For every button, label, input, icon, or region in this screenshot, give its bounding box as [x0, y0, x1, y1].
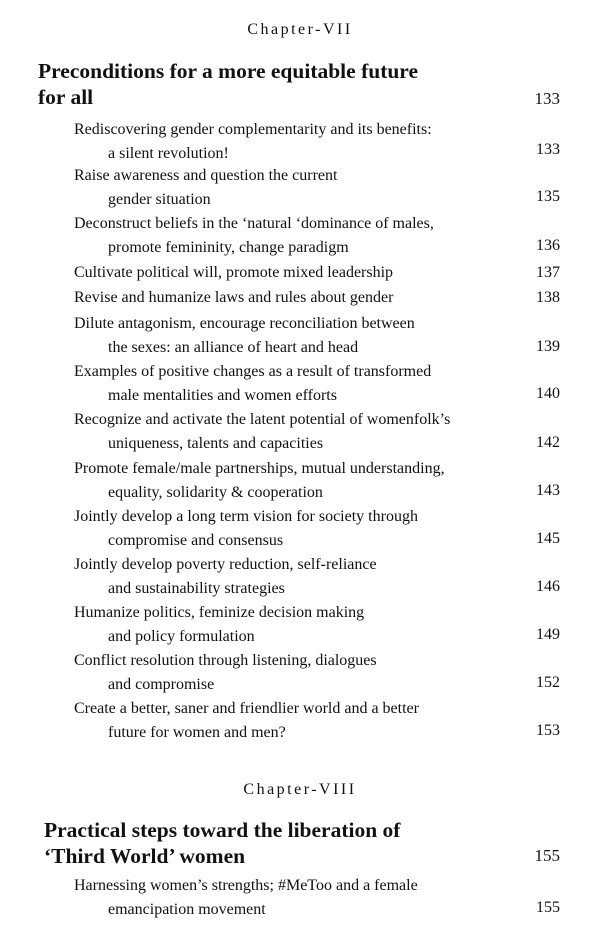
toc-entry-page: 149 [536, 626, 560, 643]
toc-entry-page: 137 [536, 264, 560, 281]
toc-entry-line1: Humanize politics, feminize decision making [74, 604, 365, 621]
toc-entry-line2: and sustainability strategies [108, 580, 285, 597]
toc-entry[interactable] [74, 697, 526, 745]
toc-entry-line1: Raise awareness and question the current [74, 167, 338, 184]
toc-entry-line1: Revise and humanize laws and rules about gender [74, 289, 394, 306]
chapter-title [44, 817, 514, 869]
toc-entry-line1: Cultivate political will, promote mixed leadership [74, 264, 394, 281]
toc-entry[interactable] [74, 212, 526, 260]
toc-entry-page: 152 [536, 674, 560, 691]
toc-entry-page: 140 [536, 385, 560, 402]
toc-entry[interactable] [74, 118, 526, 166]
toc-entry-line2: promote femininity, change paradigm [108, 239, 349, 256]
toc-entry-line2: male mentalities and women efforts [108, 387, 337, 404]
toc-entry[interactable] [74, 408, 526, 456]
chapter-title-line2: ‘Third World’ women [44, 844, 246, 868]
toc-entry-line2: and compromise [108, 676, 215, 693]
toc-entry[interactable] [74, 601, 526, 649]
toc-entry-page: 143 [536, 482, 560, 499]
toc-entry[interactable] [74, 553, 526, 601]
toc-entry-line2: uniqueness, talents and capacities [108, 435, 324, 452]
chapter-title-line1: Practical steps toward the liberation of [44, 818, 401, 842]
toc-entry[interactable] [74, 457, 526, 505]
toc-entry-page: 155 [536, 899, 560, 916]
toc-entry-line1: Examples of positive changes as a result of transformed [74, 363, 432, 380]
toc-entry-line2: future for women and men? [108, 724, 286, 741]
toc-entry-line1: Promote female/male partnerships, mutual understanding, [74, 460, 445, 477]
chapter-title [38, 58, 508, 110]
toc-entry-line1: Deconstruct beliefs in the ‘natural ‘dominance of males, [74, 215, 434, 232]
toc-entry-line1: Jointly develop a long term vision for society through [74, 508, 418, 525]
toc-entry-line1: Recognize and activate the latent potential of womenfolk’s [74, 411, 451, 428]
chapter-label: Chapter-VII [247, 21, 353, 38]
toc-entry-line2: and policy formulation [108, 628, 255, 645]
toc-entry-page: 153 [536, 722, 560, 739]
toc-entry[interactable] [74, 649, 526, 697]
toc-entry-line2: equality, solidarity & cooperation [108, 484, 323, 501]
toc-entry-line1: Jointly develop poverty reduction, self-reliance [74, 556, 377, 573]
chapter-title-line1: Preconditions for a more equitable future [38, 59, 419, 83]
toc-entry-page: 142 [536, 434, 560, 451]
toc-entry-page: 135 [536, 188, 560, 205]
toc-entry-line2: the sexes: an alliance of heart and head [108, 339, 359, 356]
toc-entry-line1: Conflict resolution through listening, dialogues [74, 652, 377, 669]
toc-entry[interactable] [74, 164, 526, 212]
toc-entry[interactable] [74, 261, 526, 285]
toc-entry-line2: gender situation [108, 191, 211, 208]
toc-entry-line2: a silent revolution! [108, 145, 229, 162]
toc-entry[interactable] [74, 312, 526, 360]
toc-entry[interactable] [74, 286, 526, 310]
toc-entry-line2: compromise and consensus [108, 532, 284, 549]
toc-entry[interactable] [74, 505, 526, 553]
toc-entry-line1: Harnessing women’s strengths; #MeToo and a female [74, 877, 418, 894]
chapter-page-number: 155 [534, 846, 560, 865]
toc-entry-line2: emancipation movement [108, 901, 266, 918]
chapter-page-number: 133 [534, 89, 560, 108]
toc-entry-line1: Rediscovering gender complementarity and its benefits: [74, 121, 432, 138]
toc-entry-page: 136 [536, 237, 560, 254]
toc-entry-page: 138 [536, 289, 560, 306]
toc-entry-page: 145 [536, 530, 560, 547]
toc-entry-page: 133 [536, 141, 560, 158]
toc-entry-line1: Create a better, saner and friendlier world and a better [74, 700, 419, 717]
toc-entry-line1: Dilute antagonism, encourage reconciliation between [74, 315, 415, 332]
toc-entry[interactable] [74, 360, 526, 408]
toc-entry-page: 139 [536, 338, 560, 355]
toc-entry[interactable] [74, 874, 526, 922]
chapter-title-line2: for all [38, 85, 94, 109]
toc-entry-page: 146 [536, 578, 560, 595]
chapter-label: Chapter-VIII [243, 781, 357, 798]
